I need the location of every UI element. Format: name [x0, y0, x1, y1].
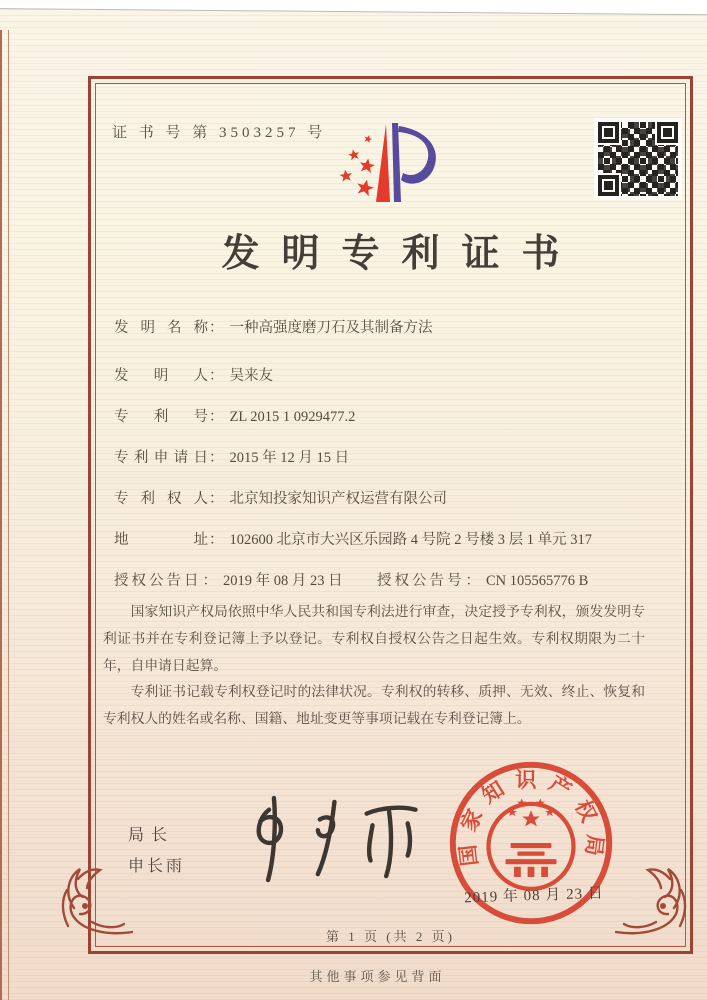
legal-paragraph: 专利证书记载专利权登记时的法律状况。专利权的转移、质押、无效、终止、恢复和专利权人的姓名或名称、国籍、地址变更等事项记载在专利登记簿上。: [103, 684, 645, 727]
field-value: CN 105565776 B: [486, 573, 589, 589]
field-address: [114, 528, 592, 549]
field-value: 北京知投家知识产权运营有限公司: [229, 491, 447, 507]
field-label: 授权公告日: [114, 573, 202, 589]
commissioner-title: 局长: [128, 827, 175, 844]
seal-date: 2019 年 08 月 23 日: [463, 885, 605, 907]
seal-ring-text: 国家知识产权局: [454, 767, 608, 868]
field-separator: ：: [209, 368, 224, 384]
back-side-note: 其他事项参见背面: [309, 969, 446, 984]
legal-paragraph: 国家知识产权局依照中华人民共和国专利法进行审查，决定授予专利权，颁发发明专利证书并在专利登记簿上予以登记。专利权自授权公告之日起生效。专利权期限为二十年，自申请日起算。: [103, 604, 645, 673]
cnipa-logo-icon: [320, 113, 470, 223]
field-label: 授权公告号: [377, 573, 465, 589]
legal-text: [103, 599, 645, 733]
field-separator: ：: [202, 573, 217, 589]
field-value: 吴来友: [229, 368, 273, 384]
field-patentee: [114, 487, 447, 508]
field-separator: ：: [209, 532, 224, 548]
field-label: 专利号: [114, 409, 208, 425]
scanner-paper-edge: [0, 0, 707, 15]
field-inventor: [114, 364, 273, 385]
field-application-date: [114, 446, 349, 467]
booklet-spine-edge: [0, 30, 9, 1000]
qr-finder-icon: [657, 122, 678, 143]
field-separator: ：: [209, 450, 224, 466]
field-label: 地址: [114, 532, 208, 548]
qr-code: [594, 118, 682, 200]
field-invention-name: [114, 316, 433, 337]
field-value: ZL 2015 1 0929477.2: [229, 409, 356, 425]
field-value: 2015 年 12 月 15 日: [229, 450, 350, 466]
field-value: 一种高强度磨刀石及其制备方法: [229, 320, 433, 336]
field-label: 发明人: [114, 368, 208, 384]
field-separator: ：: [209, 409, 224, 425]
field-value: 102600 北京市大兴区乐园路 4 号院 2 号楼 3 层 1 单元 317: [229, 532, 592, 548]
field-label: 发明名称: [114, 320, 208, 336]
field-separator: ：: [209, 320, 224, 336]
field-label: 专利权人: [114, 491, 208, 507]
qr-pattern: [598, 122, 678, 196]
certificate-title: 发明专利证书: [221, 233, 582, 275]
field-separator: ：: [209, 491, 224, 507]
field-value: 2019 年 08 月 23 日: [223, 573, 343, 589]
certificate-number: 证 书 号 第 3503257 号: [112, 125, 327, 141]
page-number: 第 1 页 (共 2 页): [326, 929, 455, 944]
qr-finder-icon: [598, 175, 619, 196]
field-separator: ：: [465, 573, 480, 589]
field-grant-row: [114, 569, 589, 590]
field-patent-number: [114, 405, 355, 426]
field-grant-number: [377, 569, 588, 590]
handwritten-signature-icon: [230, 790, 435, 888]
field-label: 专利申请日: [114, 450, 208, 466]
qr-finder-icon: [598, 122, 619, 143]
commissioner-name: 申长雨: [128, 858, 186, 875]
